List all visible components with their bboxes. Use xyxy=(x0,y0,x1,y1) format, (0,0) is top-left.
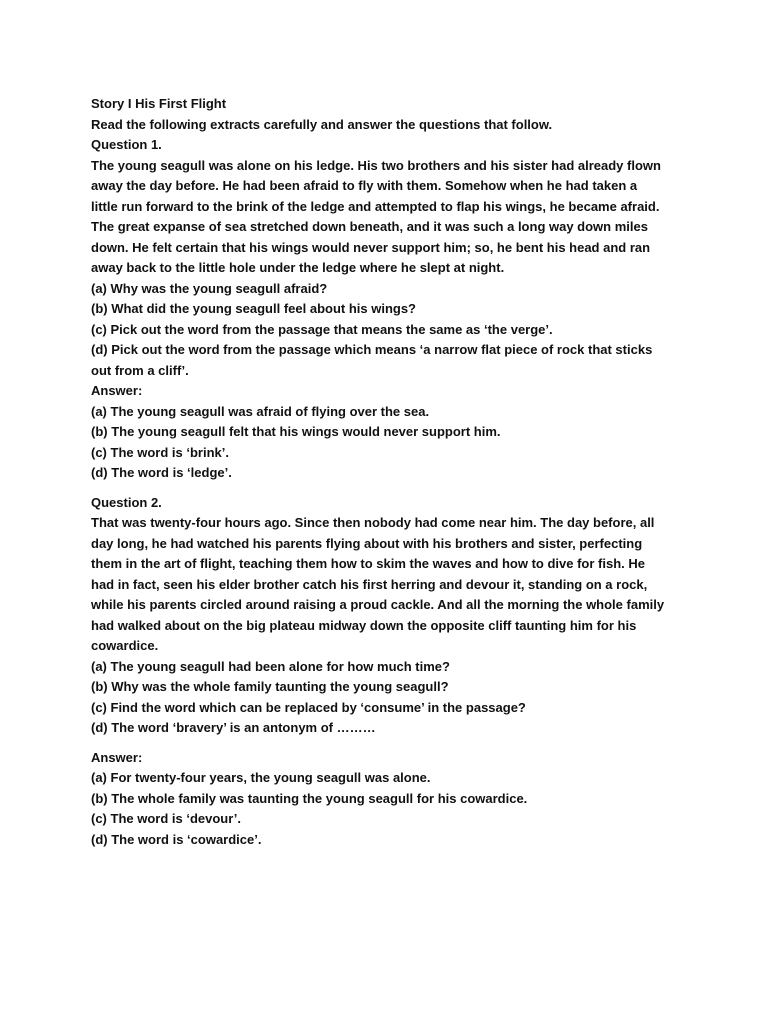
instructions: Read the following extracts carefully and answer the questions that follow. xyxy=(91,116,553,132)
passage-line: while his parents circled around raising a proud cackle. And all the morning the whole family xyxy=(91,597,665,612)
answer-item: (d) The word is ‘cowardice’. xyxy=(91,831,262,847)
question-item: out from a cliff’. xyxy=(91,362,189,378)
question-2-questions xyxy=(91,657,728,739)
question-1-questions xyxy=(91,279,728,382)
document-title: Story I His First Flight xyxy=(91,96,227,111)
passage-line: away the day before. He had been afraid to fly with them. Somehow when he had taken a xyxy=(91,178,638,193)
passage-line: little run forward to the brink of the ledge and attempted to flap his wings, he became afraid. xyxy=(91,198,660,214)
question-item: (d) Pick out the word from the passage which means ‘a narrow flat piece of rock that sticks xyxy=(91,342,653,357)
question-item: (d) The word ‘bravery’ is an antonym of ……… xyxy=(91,720,376,735)
passage-line: That was twenty-four hours ago. Since then nobody had come near him. The day before, all xyxy=(91,515,655,530)
section-gap xyxy=(91,484,728,493)
question-item: (b) What did the young seagull feel about his wings? xyxy=(91,301,416,316)
answer-1-heading: Answer: xyxy=(91,383,143,398)
answer-2-heading: Answer: xyxy=(91,749,143,765)
passage-line: had in fact, seen his elder brother catch his first herring and devour it, standing on a rock, xyxy=(91,576,648,592)
passage-line: cowardice. xyxy=(91,638,159,653)
passage-line: had walked about on the big plateau midway down the opposite cliff taunting him for his xyxy=(91,617,637,633)
answer-item: (b) The whole family was taunting the young seagull for his cowardice. xyxy=(91,790,528,806)
question-1-passage xyxy=(91,156,728,279)
question-item: (a) Why was the young seagull afraid? xyxy=(91,280,328,296)
answer-item: (c) The word is ‘devour’. xyxy=(91,811,242,826)
passage-line: The young seagull was alone on his ledge. His two brothers and his sister had already flown xyxy=(91,157,661,173)
question-item: (c) Find the word which can be replaced by ‘consume’ in the passage? xyxy=(91,699,526,715)
passage-line: away back to the little hole under the ledge where he slept at night. xyxy=(91,260,505,275)
answer-2-list xyxy=(91,768,728,850)
answer-item: (a) The young seagull was afraid of flying over the sea. xyxy=(91,403,430,419)
passage-line: The great expanse of sea stretched down beneath, and it was such a long way down miles xyxy=(91,219,648,234)
question-1-heading: Question 1. xyxy=(91,137,162,152)
passage-line: down. He felt certain that his wings would never support him; so, he bent his head and ran xyxy=(91,239,651,255)
passage-line: day long, he had watched his parents flying about with his brothers and sister, perfecting xyxy=(91,535,643,551)
answer-item: (a) For twenty-four years, the young seagull was alone. xyxy=(91,770,431,785)
question-2-passage xyxy=(91,513,728,657)
answer-item: (c) The word is ‘brink’. xyxy=(91,444,229,460)
answer-item: (d) The word is ‘ledge’. xyxy=(91,465,232,480)
section-gap xyxy=(91,739,728,748)
question-2-heading: Question 2. xyxy=(91,494,162,510)
question-item: (b) Why was the whole family taunting the young seagull? xyxy=(91,679,449,694)
question-item: (c) Pick out the word from the passage that means the same as ‘the verge’. xyxy=(91,321,553,337)
answer-item: (b) The young seagull felt that his wings would never support him. xyxy=(91,424,501,439)
question-item: (a) The young seagull had been alone for how much time? xyxy=(91,658,450,674)
passage-line: them in the art of flight, teaching them how to skim the waves and how to dive for fish. He xyxy=(91,556,645,571)
answer-1-list xyxy=(91,402,728,484)
